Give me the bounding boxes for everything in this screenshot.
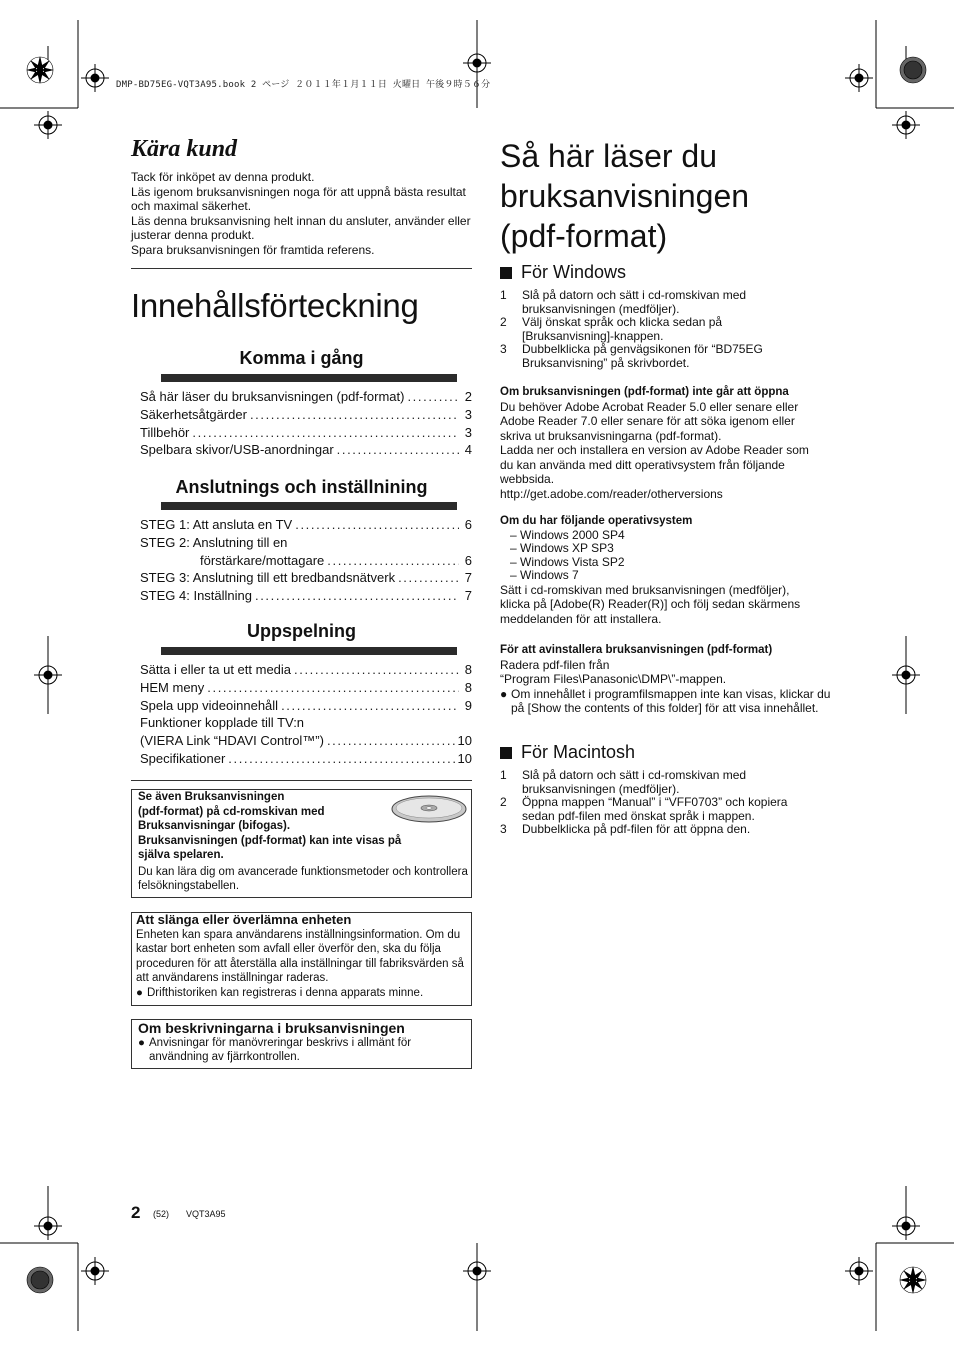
toc-entry-text: Sätta i eller ta ut ett media	[140, 662, 292, 677]
text-line: meddelanden för att installera.	[500, 611, 662, 626]
step-number: 3	[500, 342, 507, 357]
descriptions-box	[131, 1019, 472, 1069]
bullet-item	[500, 687, 840, 716]
toc-entry[interactable]	[140, 517, 472, 535]
step-item	[500, 796, 810, 823]
text-line: Du behöver Adobe Acrobat Reader 5.0 eller senare eller	[500, 399, 799, 414]
disposal-text: Enheten kan spara användarens inställningsinformation. Om du kastar bort enheten som avfall eller överför den, ska du följa proceduren för att återställa alla inställningar till fabriksvärden så att användarens inställningar raderas.	[136, 928, 464, 984]
toc-page: 8	[464, 662, 472, 677]
toc-page: 2	[464, 389, 472, 404]
divider	[131, 780, 472, 781]
step-text: Dubbelklicka på genvägsikonen för “BD75EG Bruksanvisning” på skrivbordet.	[522, 342, 763, 370]
toc-entry-text: förstärkare/mottagare	[200, 552, 325, 568]
step-number: 1	[500, 768, 507, 782]
greeting-line: Tack för inköpet av denna produkt.	[131, 170, 315, 184]
contents-title: Innehållsförteckning	[131, 287, 419, 324]
bullet-item	[136, 986, 468, 1001]
mac-heading	[500, 742, 635, 763]
step-text: Slå på datorn och sätt i cd-romskivan med bruksanvisningen (medföljer).	[522, 768, 747, 796]
cd-rom-icon	[390, 793, 468, 825]
mac-steps	[500, 769, 810, 837]
toc-entry-text: STEG 4: Inställning	[140, 588, 252, 604]
toc-entry[interactable]	[140, 662, 472, 680]
section-heading: Anslutnings och inställnining	[175, 477, 428, 497]
see-also-line: (pdf-format) på cd-romskivan med	[138, 805, 325, 818]
step-item	[500, 769, 810, 796]
toc-entry[interactable]	[140, 715, 472, 733]
see-also-line: Bruksanvisningar (bifogas).	[138, 820, 291, 832]
toc-entry[interactable]	[140, 389, 472, 407]
os-item: – Windows Vista SP2	[510, 554, 625, 569]
not-open-heading: Om bruksanvisningen (pdf-format) inte går att öppna	[500, 386, 789, 398]
toc-entry-text: Specifikationer	[140, 750, 226, 766]
toc-page: 7	[464, 570, 472, 586]
step-item	[500, 289, 790, 316]
toc-entry-text: STEG 1: Att ansluta en TV	[140, 517, 293, 532]
step-text: Dubbelklicka på pdf-filen för att öppna den.	[522, 822, 751, 837]
toc-entry[interactable]	[140, 442, 472, 460]
toc-page: 3	[464, 424, 472, 440]
section-heading: Komma i gång	[239, 348, 364, 368]
step-number: 2	[500, 795, 507, 810]
toc-entry-text: STEG 3: Anslutning till ett bredbandsnätverk	[140, 570, 396, 586]
text-line: Radera pdf-filen från	[500, 657, 610, 672]
bullet-text: Anvisningar för manövreringar beskrivs i allmänt för användning av fjärrkontrollen.	[149, 1036, 412, 1063]
toc-page: 6	[464, 552, 472, 568]
step-number: 1	[500, 288, 507, 302]
toc-entry-text: Spelbara skivor/USB-anordningar	[140, 442, 334, 458]
step-item	[500, 343, 790, 370]
toc-entry-text: Tillbehör	[140, 424, 190, 440]
disposal-heading: Att slänga eller överlämna enheten	[136, 912, 352, 927]
os-section	[500, 514, 845, 626]
descriptions-heading: Om beskrivningarna i bruksanvisningen	[138, 1020, 405, 1036]
windows-heading-text: För Windows	[521, 262, 627, 282]
step-text: Öppna mappen “Manual” i “VFF0703” och kopiera sedan pdf-filen med önskat språk i mappen.	[522, 795, 788, 823]
howto-title-line: Så här läser du	[500, 138, 718, 174]
toc-entry-text: Spela upp videoinnehåll	[140, 697, 279, 713]
bullet-item	[138, 1036, 468, 1065]
text-line: du kan använda med ditt operativsystem från följande	[500, 457, 785, 472]
disposal-box	[131, 912, 472, 1006]
divider	[131, 268, 472, 269]
greeting-line: Läs igenom bruksanvisningen noga för att uppnå bästa resultat och maximal säkerhet.	[131, 184, 466, 213]
bullet-text: Om innehållet i programfilsmappen inte kan visas, klickar du på [Show the contents of this folder] för att visa innehållet.	[511, 686, 831, 715]
see-also-line: Bruksanvisningen (pdf-format) kan inte visas på	[138, 834, 402, 847]
toc-page: 6	[464, 517, 472, 532]
step-text: Välj önskat språk och klicka sedan på [Bruksanvisning]-knappen.	[522, 315, 723, 343]
os-item: – Windows 2000 SP4	[510, 527, 625, 542]
see-also-line: Se även Bruksanvisningen	[138, 791, 285, 803]
step-number: 3	[500, 822, 507, 837]
toc-entry[interactable]	[140, 680, 472, 698]
greeting-text	[131, 170, 472, 257]
howto-title	[500, 136, 749, 256]
howto-title-line: (pdf-format)	[500, 218, 668, 254]
section-heading: Uppspelning	[247, 621, 356, 641]
toc-list	[140, 389, 472, 460]
square-bullet-icon	[500, 267, 512, 279]
see-also-text: Du kan lära dig om avancerade funktionsmetoder och kontrollera felsökningstabellen.	[138, 865, 468, 892]
text-line: Sätt i cd-romskivan med bruksanvisningen (medföljer),	[500, 582, 790, 597]
not-open-section	[500, 385, 845, 501]
os-item: – Windows 7	[510, 568, 579, 583]
toc-entry-text: Säkerhetsåtgärder	[140, 406, 247, 422]
toc-page: 10	[457, 733, 472, 749]
greeting-line: Spara bruksanvisningen för framtida referens.	[131, 242, 375, 257]
toc-entry[interactable]	[140, 698, 472, 716]
toc-page: 8	[464, 679, 472, 695]
bullet-icon: ●	[138, 1036, 145, 1049]
see-also-box	[131, 789, 472, 898]
uninstall-heading: För att avinstallera bruksanvisningen (pdf-format)	[500, 644, 773, 656]
toc-page: 9	[464, 697, 472, 713]
text-line: klicka på [Adobe(R) Reader(R)] och följ sedan skärmens	[500, 597, 801, 612]
mac-heading-text: För Macintosh	[521, 742, 636, 762]
greeting-title: Kära kund	[131, 136, 238, 162]
toc-entry-text: Så här läser du bruksanvisningen (pdf-format)	[140, 389, 405, 404]
uninstall-section	[500, 643, 845, 716]
toc-page: 7	[464, 588, 472, 604]
adobe-link[interactable]: http://get.adobe.com/reader/otherversions	[500, 486, 723, 501]
text-line: skriva ut bruksanvisningarna (pdf-format).	[500, 428, 722, 443]
toc-entry-text: (VIERA Link “HDAVI Control™”)	[140, 733, 324, 749]
step-number: 2	[500, 315, 507, 330]
section-bar	[161, 647, 457, 655]
square-bullet-icon	[500, 747, 512, 759]
section-bar	[161, 502, 457, 510]
toc-entry[interactable]	[140, 535, 472, 553]
toc-entry[interactable]	[140, 588, 472, 606]
text-line: “Program Files\Panasonic\DMP\”-mappen.	[500, 672, 727, 686]
print-header: DMP-BD75EG-VQT3A95.book 2 ページ ２０１１年１月１１日 火曜日 午後９時５６分	[116, 80, 491, 90]
toc-page: 10	[457, 750, 472, 766]
toc-entry[interactable]	[140, 733, 472, 751]
windows-steps	[500, 289, 790, 371]
toc-entry[interactable]	[140, 751, 472, 769]
bullet-icon: ●	[500, 686, 508, 701]
toc-list	[140, 662, 472, 769]
toc-page: 4	[464, 442, 472, 458]
document-code: VQT3A95	[186, 1209, 226, 1219]
bullet-text: Drifthistoriken kan registreras i denna apparats minne.	[147, 986, 424, 999]
greeting-line: Läs denna bruksanvisning helt innan du ansluter, använder eller justerar denna produkt.	[131, 213, 471, 242]
os-item: – Windows XP SP3	[510, 541, 614, 556]
toc-list	[140, 517, 472, 606]
text-line: Ladda ner och installera en version av Adobe Reader som	[500, 443, 809, 457]
toc-entry[interactable]	[140, 425, 472, 443]
toc-entry-text: HEM meny	[140, 679, 205, 695]
toc-entry[interactable]	[140, 553, 472, 571]
toc-entry-text: STEG 2: Anslutning till en	[140, 534, 288, 550]
text-line: webbsida.	[500, 472, 555, 486]
windows-heading	[500, 262, 626, 283]
bullet-icon: ●	[136, 986, 143, 999]
toc-entry[interactable]	[140, 407, 472, 425]
see-also-line: själva spelaren.	[138, 849, 224, 861]
step-text: Slå på datorn och sätt i cd-romskivan med bruksanvisningen (medföljer).	[522, 288, 747, 316]
toc-entry[interactable]	[140, 570, 472, 588]
step-item	[500, 316, 790, 343]
howto-title-line: bruksanvisningen	[500, 178, 750, 214]
section-bar	[161, 374, 457, 382]
sub-page-number: (52)	[153, 1209, 170, 1219]
step-item	[500, 823, 810, 837]
os-heading: Om du har följande operativsystem	[500, 515, 693, 527]
toc-page: 3	[464, 406, 472, 422]
page-number: 2	[131, 1203, 141, 1222]
text-line: Adobe Reader 7.0 eller senare för att söka igenom eller	[500, 414, 795, 428]
toc-entry-text: Funktioner kopplade till TV:n	[140, 715, 305, 731]
